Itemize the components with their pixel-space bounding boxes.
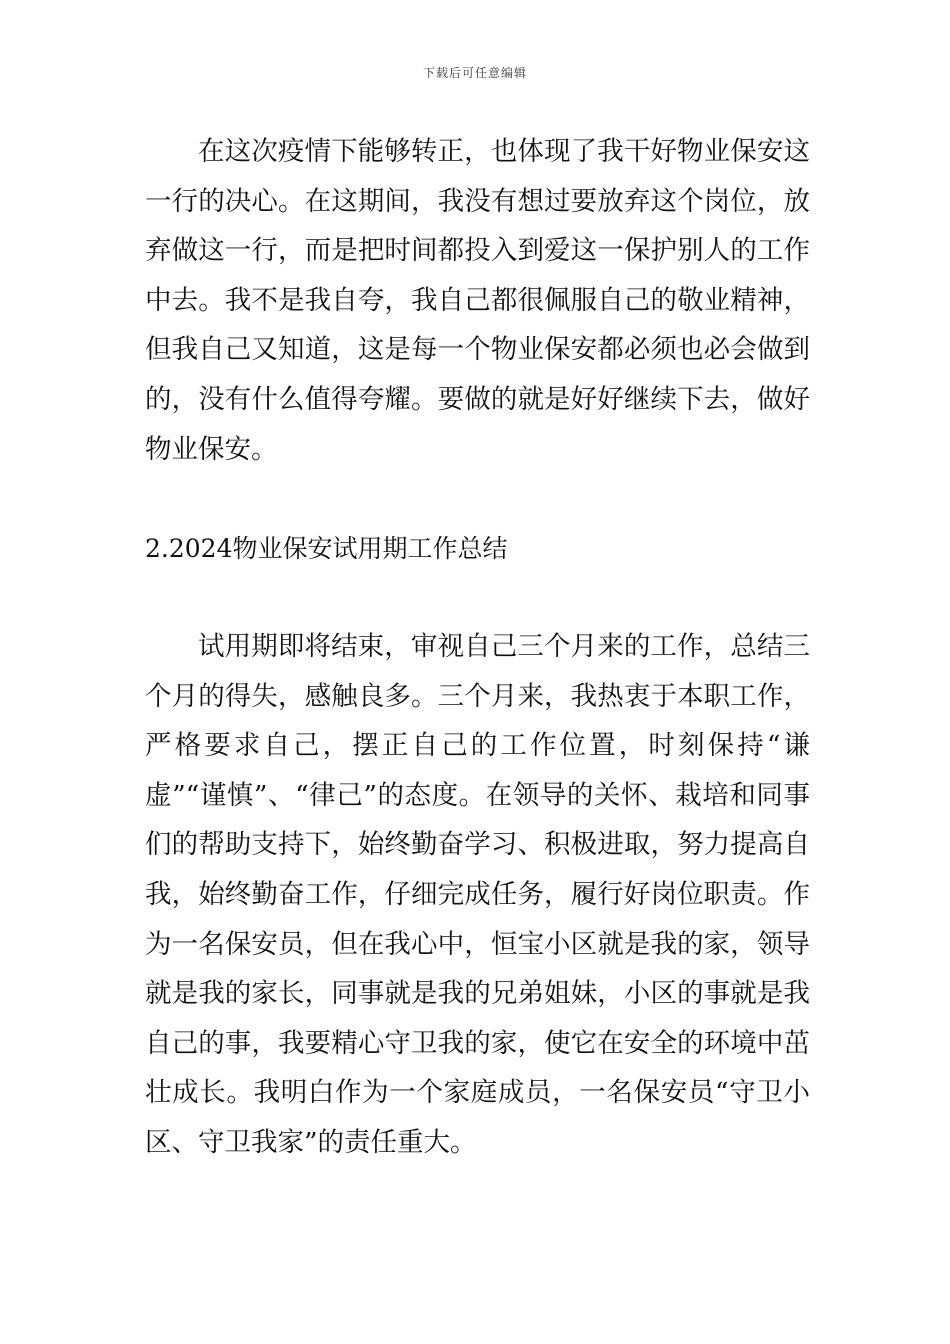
paragraph-2: 试用期即将结束，审视自己三个月来的工作，总结三个月的得失，感触良多。三个月来，我热衷于本职工作，严格要求自己，摆正自己的工作位置，时刻保持“谦虚”“谨慎”、“律己”的态度。在领导的关怀、栽培和同事们的帮助支持下，始终勤奋学习、积极进取，努力提高自我，始终勤奋工作，仔细完成任务，履行好岗位职责。作为一名保安员，但在我心中，恒宝小区就是我的家，领导就是我的家长，同事就是我的兄弟姐妹，小区的事就是我自己的事，我要精心守卫我的家，使它在安全的环境中茁壮成长。我明白作为一个家庭成员，一名保安员“守卫小区、守卫我家”的责任重大。 xyxy=(145,631,810,1158)
section-heading: 2.2024物业保安试用期工作总结 xyxy=(145,534,508,563)
paragraph-1: 在这次疫情下能够转正，也体现了我干好物业保安这一行的决心。在这期间，我没有想过要放弃这个岗位，放弃做这一行，而是把时间都投入到爱这一保护别人的工作中去。我不是我自夸，我自己都很佩服自己的敬业精神，但我自己又知道，这是每一个物业保安都必须也必会做到的，没有什么值得夸耀。要做的就是好好继续下去，做好物业保安。 xyxy=(145,136,810,465)
header-note: 下载后可任意编辑 xyxy=(422,66,527,80)
